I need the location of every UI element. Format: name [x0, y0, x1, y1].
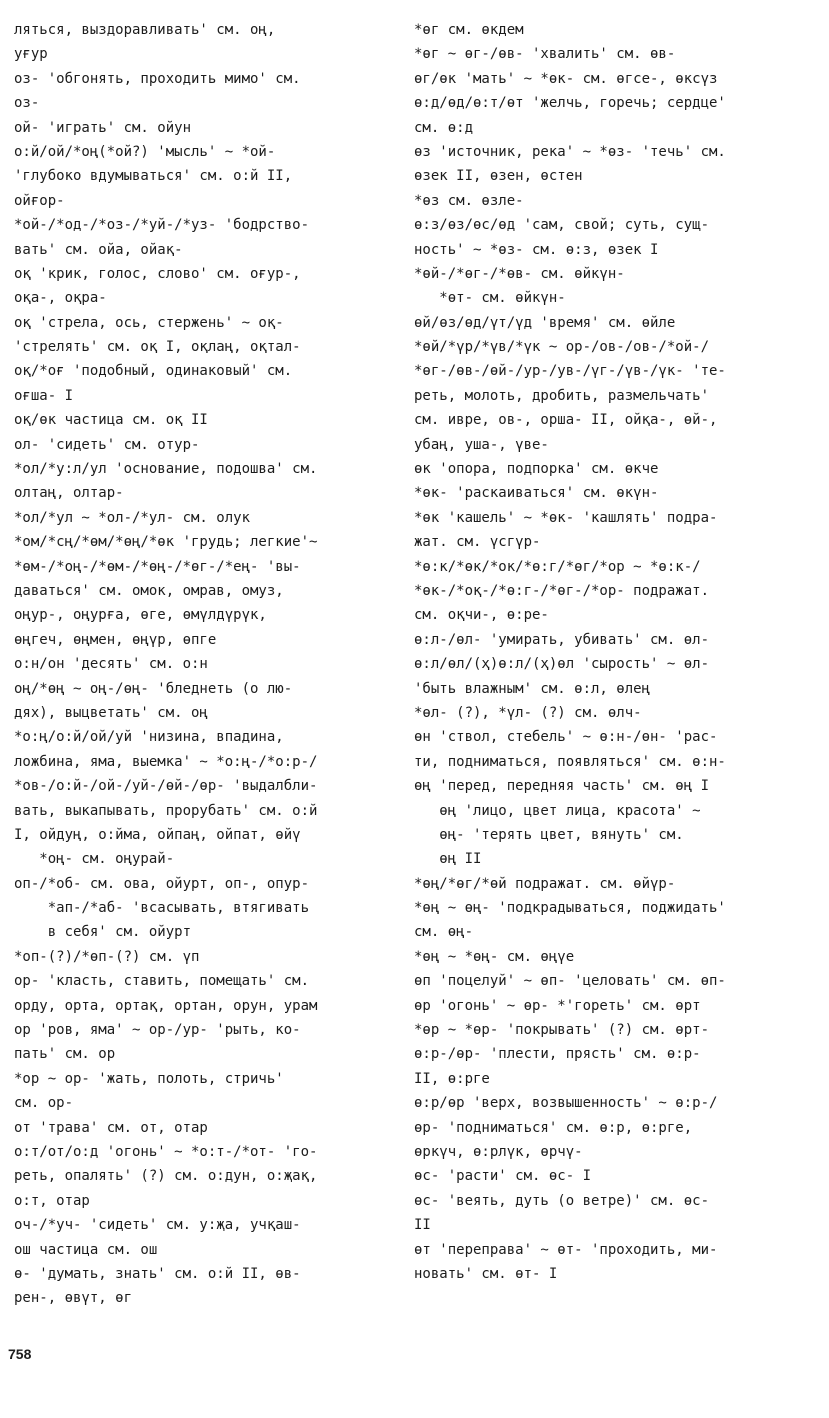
- entry-line: өң II: [414, 851, 482, 868]
- entry-line: I, ойдуң, о:йма, ойпаң, ойпат, өйү: [14, 826, 301, 843]
- entry-line: см. өң-: [414, 924, 474, 941]
- entry-line: пать' см. ор: [14, 1046, 116, 1063]
- entry-line: ө:л/өл/(ҳ)ө:л/(ҳ)өл 'сырость' ~ өл-: [414, 656, 710, 673]
- entry-line: даваться' см. омок, омрав, омуз,: [14, 582, 284, 599]
- entry-line: ность' ~ *өз- см. ө:з, өзек I: [414, 241, 659, 258]
- entry-line: өзек II, өзен, өстен: [414, 168, 583, 185]
- entry-line: өркүч, ө:рлүк, өрчү-: [414, 1143, 583, 1160]
- entry-line: рен-, өвүт, өг: [14, 1290, 133, 1307]
- entry-line: өн 'ствол, стебель' ~ ө:н-/өн- 'рас-: [414, 729, 718, 746]
- right-column: [414, 18, 814, 1286]
- entry-line: 'стрелять' см. оқ I, оқлаң, оқтал-: [14, 339, 301, 356]
- entry-line: оқ 'стрела, ось, стержень' ~ оқ-: [14, 314, 284, 331]
- entry-line: *өм-/*оң-/*өм-/*өң-/*өг-/*ең- 'вы-: [14, 558, 301, 575]
- entry-line: вать' см. ойа, ойақ-: [14, 241, 183, 258]
- entry-line: оңур-, оңурға, өге, өмүлдүрүк,: [14, 607, 267, 624]
- entry-line: *ө:к/*өк/*ок/*ө:г/*өг/*ор ~ *ө:к-/: [414, 558, 701, 575]
- entry-line: ойғор-: [14, 192, 65, 209]
- page-number: 758: [8, 1346, 32, 1362]
- entry-line: *өк 'кашель' ~ *өк- 'кашлять' подра-: [414, 509, 718, 526]
- entry-line: см. ор-: [14, 1095, 74, 1112]
- entry-line: ө:р-/өр- 'плести, прясть' см. ө:р-: [414, 1046, 701, 1063]
- entry-line: оқ/*оғ 'подобный, одинаковый' см.: [14, 363, 293, 380]
- entry-line: вать, выкапывать, прорубать' см. о:й: [14, 802, 318, 819]
- entry-line: *өг см. өкдем: [414, 22, 524, 38]
- entry-line: ор 'ров, яма' ~ ор-/ур- 'рыть, ко-: [14, 1022, 301, 1039]
- entry-line: *ов-/о:й-/ой-/уй-/өй-/өр- 'выдалбли-: [14, 778, 318, 795]
- entry-line: о:т/от/о:д 'огонь' ~ *о:т-/*от- 'го-: [14, 1143, 318, 1160]
- entry-line: *өк-/*оқ-/*ө:г-/*өг-/*ор- подражат.: [414, 582, 710, 599]
- entry-line: *өт- см. өйкүн-: [414, 290, 566, 307]
- entry-line: в себя' см. ойурт: [14, 924, 192, 941]
- entry-line: 'быть влажным' см. ө:л, өлең: [414, 680, 651, 697]
- entry-line: оқ/өк частица см. оқ II: [14, 412, 208, 429]
- entry-line: *ор ~ ор- 'жать, полоть, стричь': [14, 1070, 284, 1087]
- entry-line: *өк- 'раскаиваться' см. өкүн-: [414, 485, 659, 502]
- entry-line: оч-/*уч- 'сидеть' см. у:җа, учқаш-: [14, 1217, 301, 1234]
- entry-line: ор- 'класть, ставить, помещать' см.: [14, 973, 310, 990]
- entry-line: *ой-/*од-/*оз-/*уй-/*уз- 'бодрство-: [14, 217, 310, 234]
- entry-line: өр 'огонь' ~ өр- *'гореть' см. өрт: [414, 997, 701, 1014]
- entry-line: оз-: [14, 95, 40, 112]
- entry-line: өк 'опора, подпорка' см. өкче: [414, 461, 659, 478]
- entry-line: *өр ~ *өр- 'покрывать' (?) см. өрт-: [414, 1022, 710, 1039]
- entry-line: убаң, уша-, үве-: [414, 436, 549, 453]
- entry-line: ол- 'сидеть' см. отур-: [14, 436, 200, 453]
- entry-line: *өг ~ өг-/өв- 'хвалить' см. өв-: [414, 46, 676, 63]
- entry-line: өс- 'расти' см. өс- I: [414, 1168, 592, 1185]
- entry-line: ө:д/өд/ө:т/өт 'желчь, горечь; сердце': [414, 95, 726, 112]
- entry-line: о:т, отар: [14, 1192, 90, 1209]
- entry-line: дях), выцветать' см. оң: [14, 704, 208, 721]
- entry-line: о:н/он 'десять' см. о:н: [14, 656, 208, 673]
- entry-line: өң- 'терять цвет, вянуть' см.: [414, 826, 684, 843]
- entry-line: *өл- (?), *үл- (?) см. өлч-: [414, 704, 642, 721]
- entry-line: өң 'лицо, цвет лица, красота' ~: [414, 802, 701, 819]
- entry-line: ти, подниматься, появляться' см. ө:н-: [414, 753, 726, 770]
- entry-line: реть, молоть, дробить, размельчать': [414, 387, 710, 404]
- entry-line: новать' см. өт- I: [414, 1265, 558, 1282]
- entry-line: ложбина, яма, выемка' ~ *о:ң-/*о:р-/: [14, 753, 318, 770]
- entry-line: *өг-/өв-/өй-/ур-/ув-/үг-/үв-/үк- 'те-: [414, 363, 726, 380]
- entry-line: өз 'источник, река' ~ *өз- 'течь' см.: [414, 143, 726, 160]
- entry-line: өп 'поцелуй' ~ өп- 'целовать' см. өп-: [414, 973, 726, 990]
- entry-line: *ол/*ул ~ *ол-/*ул- см. олук: [14, 509, 251, 526]
- entry-line: өр- 'подниматься' см. ө:р, ө:рге,: [414, 1119, 693, 1136]
- entry-line: *ом/*сң/*өм/*өң/*өк 'грудь; легкие'~: [14, 534, 318, 551]
- entry-line: *өң ~ өң- 'подкрадываться, поджидать': [414, 900, 726, 917]
- entry-line: от 'трава' см. от, отар: [14, 1119, 208, 1136]
- entry-line: см. оқчи-, ө:ре-: [414, 607, 549, 624]
- entry-line: см. ивре, ов-, орша- II, ойқа-, өй-,: [414, 412, 718, 429]
- left-column: [14, 18, 394, 1311]
- entry-line: оң/*өң ~ оң-/өң- 'бледнеть (о лю-: [14, 680, 293, 697]
- entry-line: *өй/*үр/*үв/*үк ~ ор-/ов-/ов-/*ой-/: [414, 339, 710, 356]
- entry-line: ө- 'думать, знать' см. о:й II, өв-: [14, 1265, 301, 1282]
- entry-line: *өң/*өг/*өй подражат. см. өйүр-: [414, 875, 676, 892]
- entry-line: *оп-(?)/*өп-(?) см. үп: [14, 948, 200, 965]
- entry-line: *оң- см. оңурай-: [14, 851, 175, 868]
- entry-line: өй/өз/өд/үт/үд 'время' см. өйле: [414, 314, 676, 331]
- entry-line: өс- 'веять, дуть (о ветре)' см. өс-: [414, 1192, 710, 1209]
- entry-line: өг/өк 'мать' ~ *өк- см. өгсе-, өксүз: [414, 70, 718, 87]
- entry-line: өң 'перед, передняя часть' см. өң I: [414, 778, 710, 795]
- entry-line: ляться, выздоравливать' см. оң,: [14, 22, 276, 38]
- entry-line: уғур: [14, 46, 48, 63]
- entry-line: оғша- I: [14, 387, 74, 404]
- entry-line: *өң ~ *өң- см. өңүе: [414, 948, 575, 965]
- entry-line: жат. см. үсгүр-: [414, 534, 541, 551]
- entry-line: өт 'переправа' ~ өт- 'проходить, ми-: [414, 1241, 718, 1258]
- entry-line: реть, опалять' (?) см. о:дун, о:җақ,: [14, 1168, 318, 1185]
- entry-line: см. ө:д: [414, 119, 474, 136]
- entry-line: ой- 'играть' см. ойун: [14, 119, 192, 136]
- entry-line: оп-/*об- см. ова, ойурт, оп-, опур-: [14, 875, 310, 892]
- entry-line: *ол/*у:л/ул 'основание, подошва' см.: [14, 461, 318, 478]
- entry-line: ө:р/өр 'верх, возвышенность' ~ ө:р-/: [414, 1095, 718, 1112]
- entry-line: о:й/ой/*оң(*ой?) 'мысль' ~ *ой-: [14, 143, 276, 160]
- entry-line: ө:л-/өл- 'умирать, убивать' см. өл-: [414, 631, 710, 648]
- entry-line: ө:з/өз/өс/өд 'сам, свой; суть, сущ-: [414, 217, 710, 234]
- entry-line: оз- 'обгонять, проходить мимо' см.: [14, 70, 301, 87]
- entry-line: оқ 'крик, голос, слово' см. оғур-,: [14, 265, 301, 282]
- entry-line: *өй-/*өг-/*өв- см. өйкүн-: [414, 265, 625, 282]
- entry-line: олтаң, олтар-: [14, 485, 124, 502]
- entry-line: орду, орта, ортақ, ортан, орун, урам: [14, 997, 318, 1014]
- entry-line: ош частица см. ош: [14, 1241, 158, 1258]
- entry-line: II, ө:рге: [414, 1070, 490, 1087]
- entry-line: оқа-, оқра-: [14, 290, 107, 307]
- entry-line: өңгеч, өңмен, өңүр, өпге: [14, 631, 217, 648]
- entry-line: *ап-/*аб- 'всасывать, втягивать: [14, 900, 310, 917]
- entry-line: 'глубоко вдумываться' см. о:й II,: [14, 168, 293, 185]
- entry-line: *о:ң/о:й/ой/уй 'низина, впадина,: [14, 729, 284, 746]
- entry-line: *өз см. өзле-: [414, 192, 524, 209]
- entry-line: II: [414, 1217, 431, 1234]
